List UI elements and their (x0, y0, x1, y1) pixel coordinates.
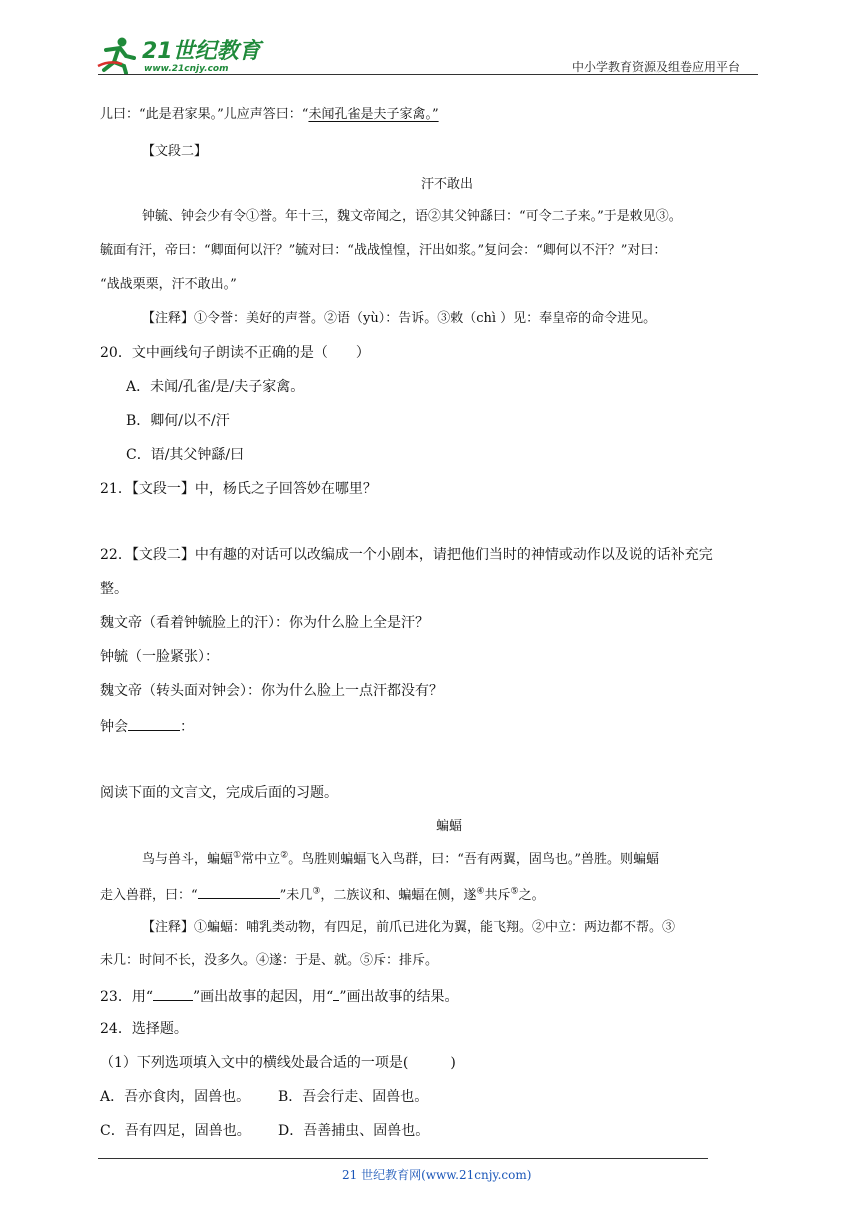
header-rule (98, 74, 758, 75)
q20-stem: 20．文中画线句子朗读不正确的是（ ） (100, 345, 370, 361)
q22-dialogue-4-colon: ： (180, 719, 194, 735)
platform-name: 中小学教育资源及组卷应用平台 (572, 60, 741, 74)
footnote-marker: ① (233, 850, 242, 861)
q23-text: 23．用“ (100, 989, 153, 1005)
underline-sample-solid (153, 986, 193, 1001)
passage3-text: 鸟与兽斗，蝙蝠 (142, 852, 234, 867)
footer-rule (98, 1158, 708, 1159)
footnote-marker: ② (280, 850, 289, 861)
passage3-text: 走入兽群，曰：“ (100, 888, 198, 903)
logo-main-text: 21世纪教育 (142, 39, 261, 64)
logo (96, 36, 266, 76)
q20-option-a: A．未闻/孔雀/是/夫子家禽。 (126, 379, 305, 395)
q23-text: ”画出故事的结果。 (339, 989, 459, 1005)
q23-text: ”画出故事的起因，用“ (192, 989, 334, 1005)
passage3-title: 蝙蝠 (436, 819, 463, 834)
underlined-sentence: 未闻孔雀是夫子家禽。” (308, 107, 439, 122)
passage3-text: ”未几 (279, 888, 313, 903)
passage3-line2 (100, 884, 545, 905)
q22-stem-line2: 整。 (100, 581, 128, 597)
q20-option-b: B．卿何/以不/汗 (126, 413, 230, 429)
q22-dialogue-1: 魏文帝（看着钟毓脸上的汗）：你为什么脸上全是汗？ (100, 615, 429, 631)
q24-stem: 24．选择题。 (100, 1021, 188, 1037)
q22-dialogue-4 (100, 716, 194, 736)
passage3-text: 常中立 (241, 852, 281, 867)
passage3-note-line1: 【注释】①蝙蝠：哺乳类动物，有四足，前爪已进化为翼，能飞翔。②中立：两边都不帮。③ (142, 920, 676, 935)
passage3-intro: 阅读下面的文言文，完成后面的习题。 (100, 785, 338, 801)
passage2-label: 【文段二】 (142, 144, 208, 159)
passage3-text: 。鸟胜则蝙蝠飞入鸟群，曰：“吾有两翼，固鸟也。”兽胜。则蝙蝠 (288, 852, 659, 867)
passage1-tail (100, 106, 439, 124)
q22-dialogue-4-speaker: 钟会 (100, 719, 128, 735)
passage2-title: 汗不敢出 (421, 177, 474, 192)
q22-dialogue-3: 魏文帝（转头面对钟会）：你为什么脸上一点汗都没有？ (100, 683, 443, 699)
footnote-marker: ⑤ (510, 886, 519, 897)
answer-blank[interactable] (128, 716, 180, 731)
q23-stem (100, 986, 458, 1006)
q24-sub1: （1）下列选项填入文中的横线处最合适的一项是( ) (100, 1055, 456, 1071)
running-figure-icon (96, 36, 138, 74)
q24-option-d: D．吾善捕虫、固兽也。 (278, 1123, 430, 1139)
passage3-line1 (142, 851, 659, 869)
passage1-tail-text: 儿曰：“此是君家果。”儿应声答曰：“ (100, 107, 309, 122)
passage3-answer-blank[interactable] (198, 884, 280, 899)
q20-option-c: C．语/其父钟繇/曰 (126, 447, 245, 463)
passage2-note: 【注释】①令誉：美好的声誉。②语（yù）：告诉。③敕（chì ）见：奉皇帝的命令进见。 (142, 311, 657, 326)
footnote-marker: ④ (476, 886, 485, 897)
footer-text[interactable]: 21 世纪教育网(www.21cnjy.com) (342, 1168, 532, 1182)
passage3-note-line2: 未几：时间不长，没多久。④遂：于是、就。⑤斥：排斥。 (100, 953, 439, 968)
passage3-text: 共斥 (484, 888, 511, 903)
q24-option-b: B．吾会行走、固兽也。 (278, 1089, 429, 1105)
q24-option-a: A．吾亦食肉，固兽也。 (100, 1089, 251, 1105)
passage2-line2: 毓面有汗，帝曰：“卿面何以汗？”毓对曰：“战战惶惶，汗出如浆。”复问会：“卿何以不汗？”对曰： (100, 243, 667, 258)
footnote-marker: ③ (312, 886, 321, 897)
q22-dialogue-2: 钟毓（一脸紧张）： (100, 649, 219, 665)
q22-stem-line1: 22．【文段二】中有趣的对话可以改编成一个小剧本，请把他们当时的神情或动作以及说的话补充完 (100, 547, 713, 563)
passage3-text: 之。 (518, 888, 545, 903)
passage2-line3: “战战栗栗，汗不敢出。” (100, 277, 237, 292)
q24-option-c: C．吾有四足，固兽也。 (100, 1123, 251, 1139)
passage3-text: ，二族议和、蝙蝠在侧，遂 (320, 888, 477, 903)
logo-sub-text: www.21cnjy.com (144, 64, 229, 74)
q21-stem: 21．【文段一】中，杨氏之子回答妙在哪里？ (100, 481, 377, 497)
passage2-line1: 钟毓、钟会少有令①誉。年十三，魏文帝闻之，语②其父钟繇曰：“可令二子来。”于是敕见③。 (142, 209, 682, 224)
